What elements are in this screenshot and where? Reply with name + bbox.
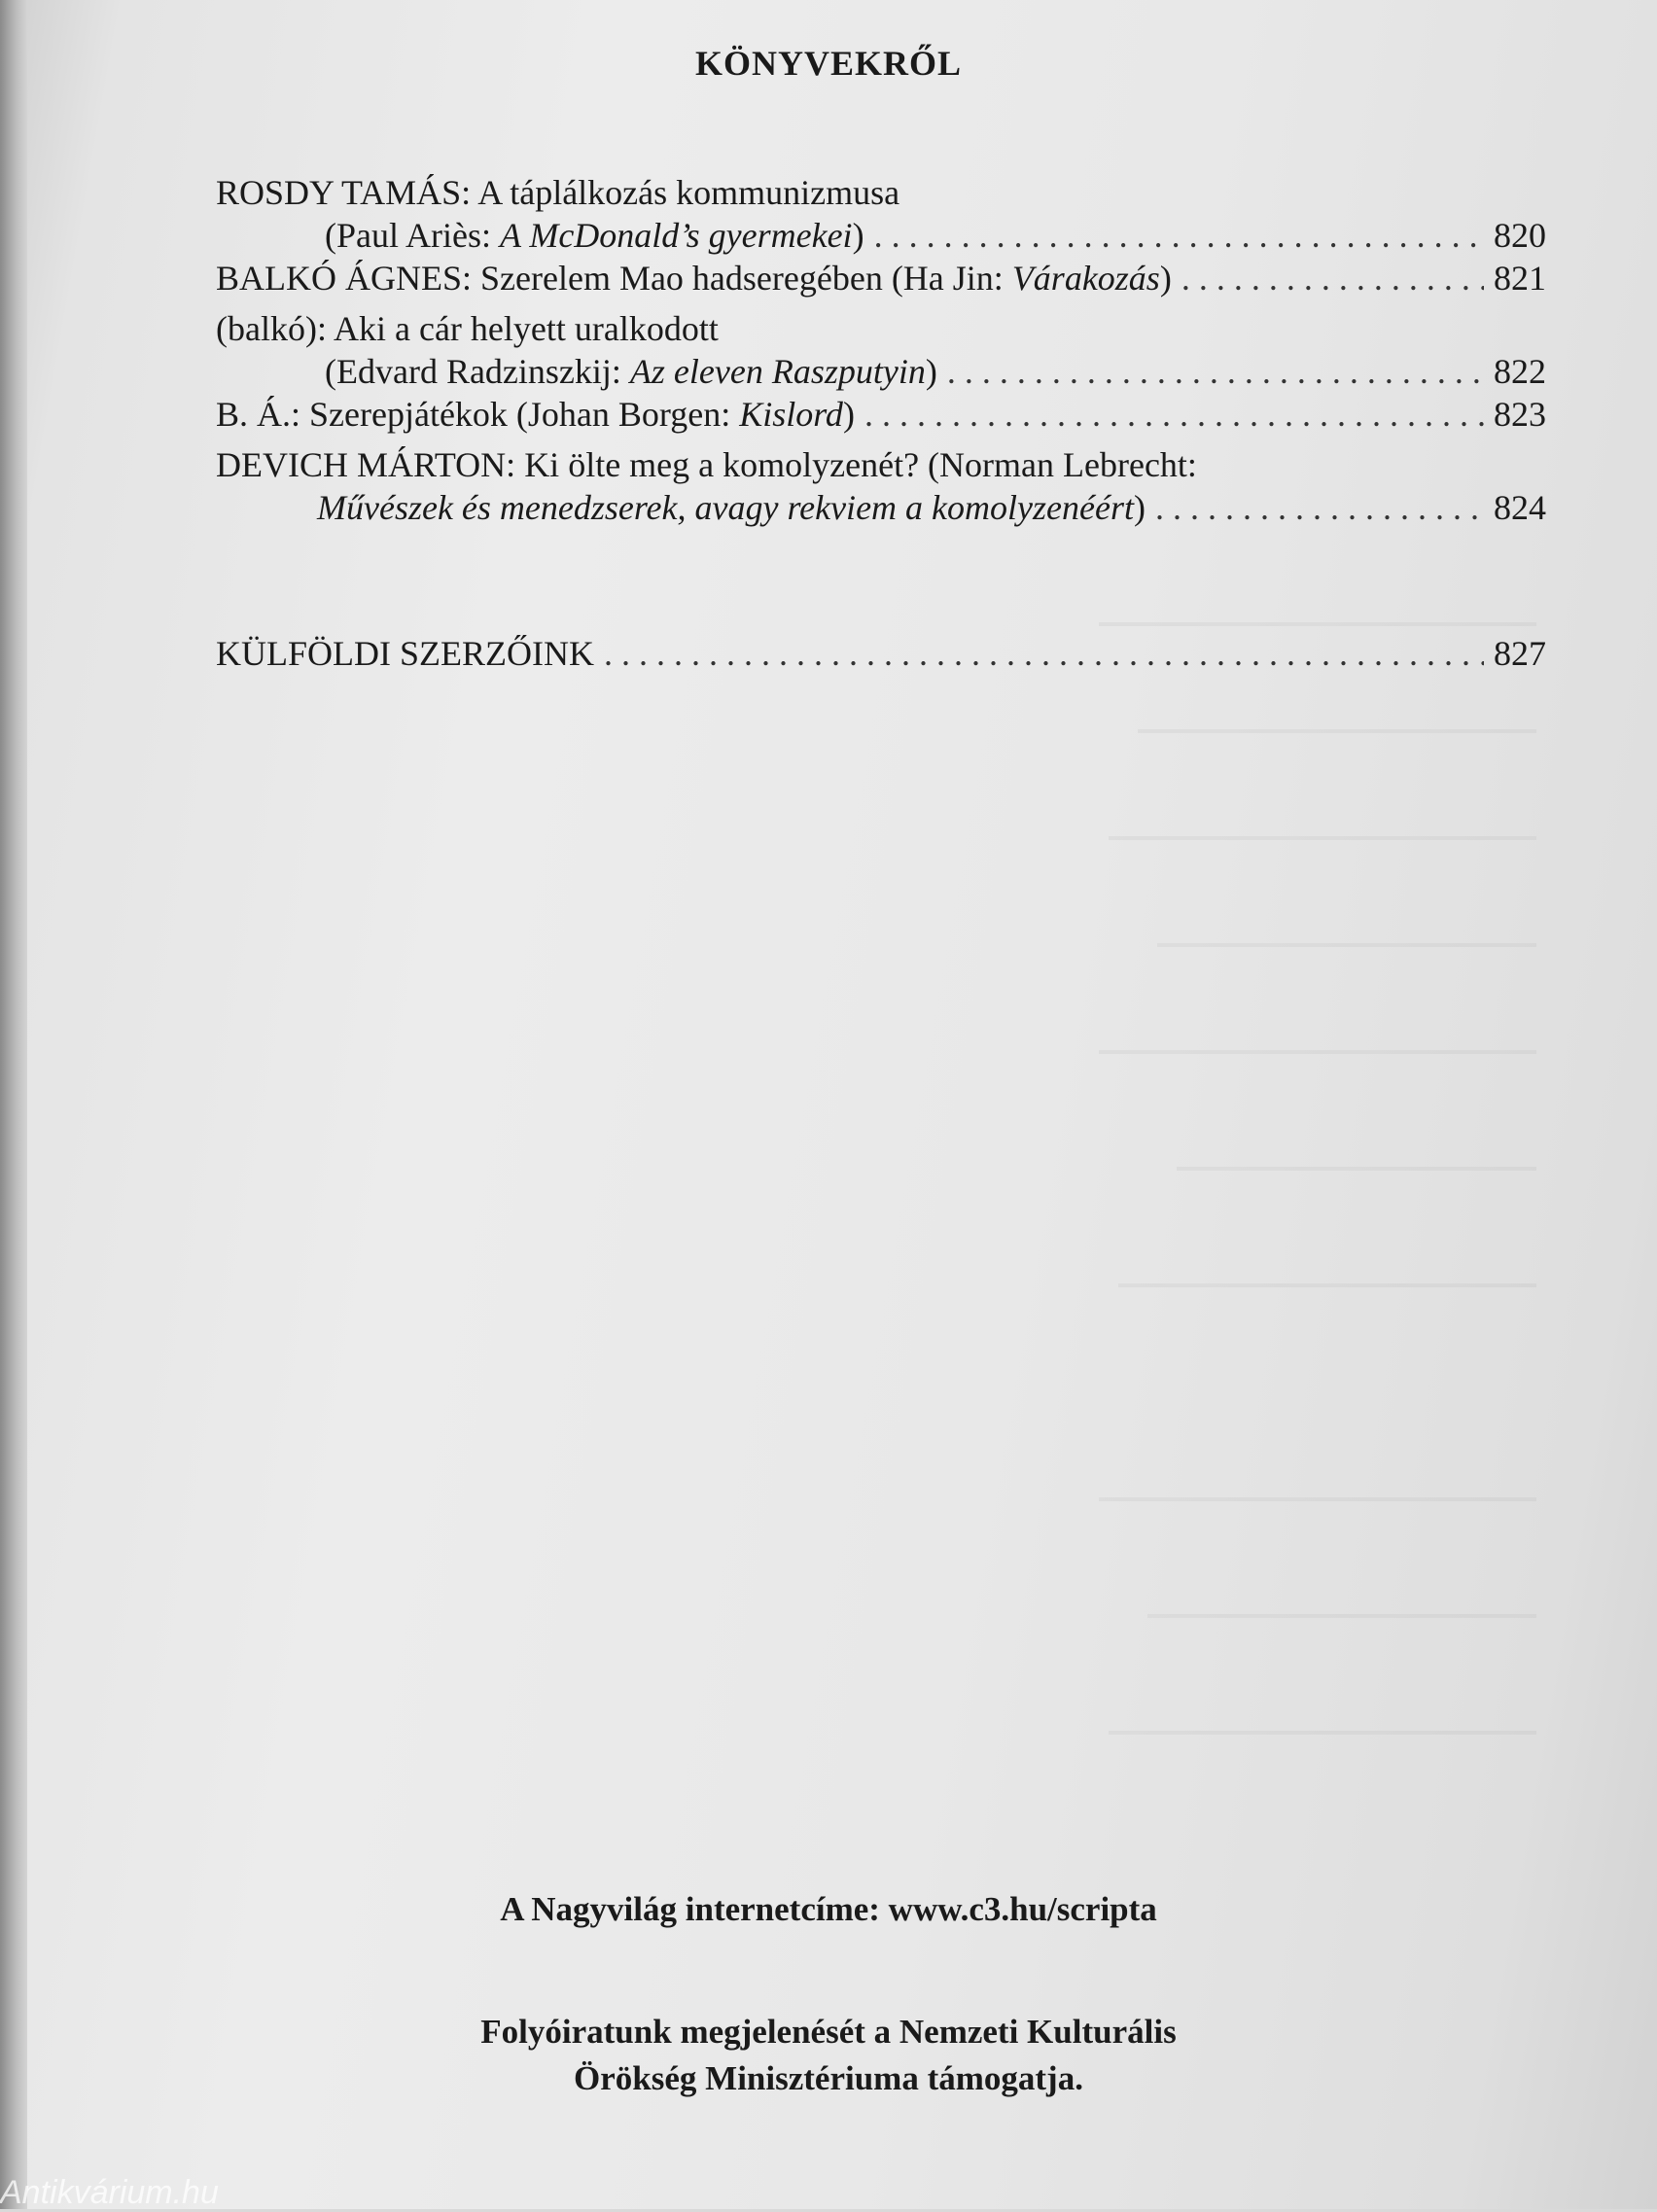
support-notice-line: Örökség Minisztériuma támogatja. <box>574 2059 1083 2097</box>
section-heading: KÖNYVEKRŐL <box>694 44 963 83</box>
toc-page-number: 821 <box>1494 259 1546 298</box>
leader-dots <box>874 214 1484 257</box>
watermark: Antikvárium.hu <box>0 2174 219 2211</box>
bleed-through-lines <box>1099 622 1546 1838</box>
toc-subtitle: (Paul Ariès: <box>325 216 500 255</box>
toc-section-label: KÜLFÖLDI SZERZŐINK <box>216 634 594 673</box>
leader-dots <box>947 350 1484 393</box>
internet-address-notice: A Nagyvilág internetcíme: www.c3.hu/scripta <box>500 1890 1157 1928</box>
toc-title-close: ) <box>1159 259 1172 298</box>
toc-subtitle-close: ) <box>1133 488 1146 527</box>
toc-subtitle-close: ) <box>925 352 937 391</box>
toc-subtitle-close: ) <box>852 216 864 255</box>
toc-title: A táplálkozás kommunizmusa <box>471 173 900 212</box>
leader-dots <box>1155 486 1484 529</box>
toc-title: Aki a cár helyett uralkodott <box>326 309 719 348</box>
page-edge-shadow <box>0 0 27 2209</box>
toc-book-title: Várakozás <box>1011 259 1160 298</box>
toc-entry <box>216 257 1546 299</box>
toc-page-number: 822 <box>1494 352 1546 391</box>
leader-dots <box>864 393 1484 436</box>
toc-book-title: Kislord <box>739 395 843 434</box>
toc-author: (balkó): <box>216 309 327 348</box>
support-notice-line: Folyóiratunk megjelenését a Nemzeti Kulturális <box>480 2013 1177 2051</box>
toc-author: DEVICH MÁRTON: <box>216 445 516 484</box>
toc-subtitle: (Edvard Radzinszkij: <box>325 352 630 391</box>
support-notice <box>0 2009 1657 2102</box>
toc-title: Ki ölte meg a komolyzenét? (Norman Lebrecht: <box>515 445 1197 484</box>
toc-entry <box>216 393 1546 436</box>
toc-entry <box>216 443 1546 529</box>
toc-entry <box>216 171 1546 257</box>
toc-page-number: 823 <box>1494 395 1546 434</box>
toc-title: Szerepjátékok (Johan Borgen: <box>300 395 740 434</box>
toc-book-title: Művészek és menedzserek, avagy rekviem a komolyzenéért <box>317 488 1134 527</box>
toc-entry <box>216 307 1546 393</box>
toc-book-title: A McDonald’s gyermekei <box>499 216 853 255</box>
toc-page-number: 827 <box>1494 634 1546 673</box>
toc-title-close: ) <box>842 395 855 434</box>
toc-page-number: 820 <box>1494 216 1546 255</box>
toc-author: BALKÓ ÁGNES: <box>216 259 473 298</box>
leader-dots <box>604 632 1484 675</box>
toc-entry-foreign-authors <box>216 632 1546 675</box>
toc-title: Szerelem Mao hadseregében (Ha Jin: <box>472 259 1012 298</box>
toc-page-number: 824 <box>1494 488 1546 527</box>
toc-author: ROSDY TAMÁS: <box>216 173 472 212</box>
leader-dots <box>1181 257 1484 299</box>
toc-author: B. Á.: <box>216 395 301 434</box>
toc-book-title: Az eleven Raszputyin <box>629 352 926 391</box>
